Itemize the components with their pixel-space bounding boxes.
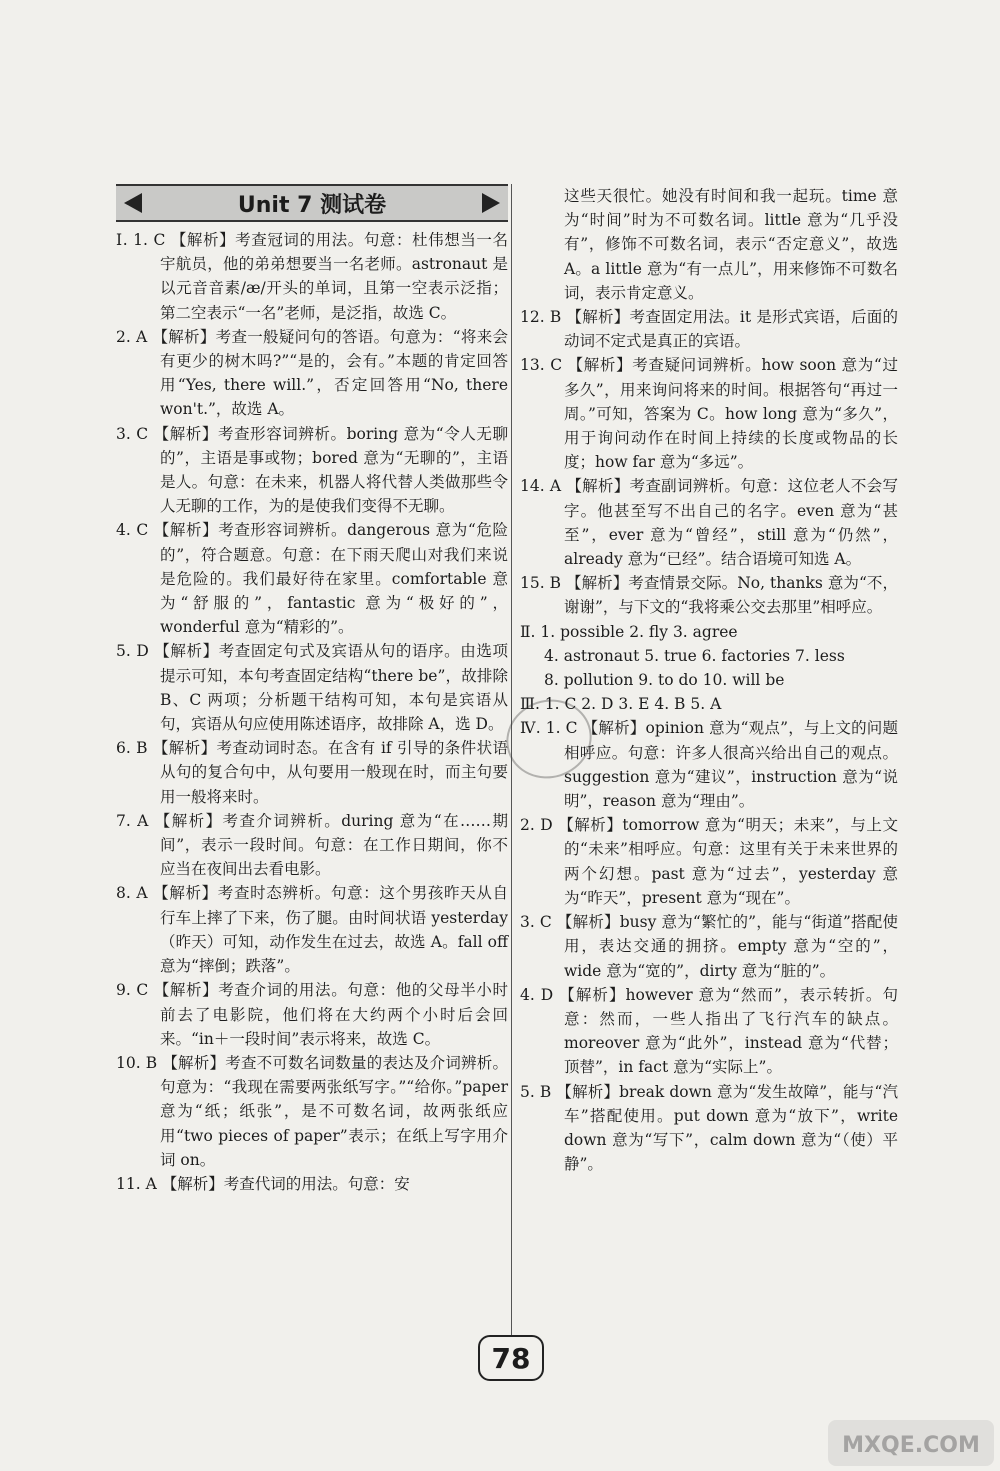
answer-item: 14. A 【解析】考查副词辨析。句意：这位老人不会写字。他甚至写不出自己的名字。even 意为“甚至”，ever 意为“曾经”，still 意为“仍然”，already 意为“已经”。结合语境可知选 A。 — [520, 477, 898, 569]
triangle-right-icon — [482, 193, 500, 213]
section-ii-line: Ⅱ. 1. possible 2. fly 3. agree — [520, 622, 738, 641]
answer-item-continued: 这些天很忙。她没有时间和我一起玩。time 意为“时间”时为不可数名词。little 意为“几乎没有”，修饰不可数名词，表示“否定意义”，故选 A。a little 意为“有一点儿”，用来修饰不可数名词，表示肯定意义。 — [564, 187, 898, 302]
right-column — [520, 184, 898, 1176]
answer-item: 5. D 【解析】考查固定句式及宾语从句的语序。由选项提示可知，本句考查固定结构“there be”，故排除 B、C 两项；分析题干结构可知，本句是宾语从句，宾语从句应使用陈述语序，故排除 A，选 D。 — [116, 642, 508, 734]
section-ii-line: 8. pollution 9. to do 10. will be — [544, 671, 785, 690]
column-divider — [511, 184, 512, 1344]
answer-item: Ⅳ. 1. C 【解析】opinion 意为“观点”，与上文的问题相呼应。句意：许多人很高兴给出自己的观点。suggestion 意为“建议”，instruction 意为“说明”，reason 意为“理由”。 — [520, 719, 898, 811]
banner-title: Unit 7 测试卷 — [237, 192, 387, 218]
answer-item: 11. A 【解析】考查代词的用法。句意：安 — [116, 1174, 410, 1193]
section-iii-line: Ⅲ. 1. C 2. D 3. E 4. B 5. A — [520, 695, 722, 714]
answer-item: 13. C 【解析】考查疑问词辨析。how soon 意为“过多久”，用来询问将来的时间。根据答句“再过一周。”可知，答案为 C。how long 意为“多久”，用于询问动作在时间上持续的长度或物品的长度；how far 意为“多远”。 — [520, 356, 898, 472]
answer-item: 8. A 【解析】考查时态辨析。句意：这个男孩昨天从自行车上摔了下来，伤了腿。由时间状语 yesterday（昨天）可知，动作发生在过去，故选 A。fall off 意为“摔倒；跌落”。 — [116, 884, 508, 976]
answer-item: 2. D 【解析】tomorrow 意为“明天；未来”，与上文的“未来”相呼应。句意：这里有关于未来世界的两个幻想。past 意为“过去”，yesterday 意为“昨天”，present 意为“现在”。 — [520, 816, 898, 907]
answer-item: 3. C 【解析】考查形容词辨析。boring 意为“令人无聊的”，主语是事或物；bored 意为“无聊的”，主语是人。句意：在未来，机器人将代替人类做那些令人无聊的工作，为的是使我们变得不无聊。 — [116, 424, 508, 516]
section-ii-line: 4. astronaut 5. true 6. factories 7. less — [544, 646, 845, 665]
answer-item: Ⅰ. 1. C 【解析】考查冠词的用法。句意：杜伟想当一名宇航员，他的弟弟想要当一名老师。astronaut 是以元音音素/æ/开头的单词，且第一空表示泛指；第二空表示“一名”老师，是泛指，故选 C。 — [116, 231, 508, 322]
answer-item: 9. C 【解析】考查介词的用法。句意：他的父母半小时前去了电影院，他们将在大约两个小时后会回来。“in＋一段时间”表示将来，故选 C。 — [116, 981, 508, 1048]
answer-item: 7. A 【解析】考查介词辨析。during 意为“在……期间”，表示一段时间。句意：在工作日期间，你不应当在夜间出去看电影。 — [116, 811, 508, 879]
triangle-left-icon — [124, 193, 142, 213]
answer-item: 15. B 【解析】考查情景交际。No, thanks 意为“不，谢谢”，与下文的“我将乘公交去那里”相呼应。 — [520, 574, 898, 617]
answer-item: 4. C 【解析】考查形容词辨析。dangerous 意为“危险的”，符合题意。句意：在下雨天爬山对我们来说是危险的。我们最好待在家里。comfortable 意为“舒服的”，fantastic 意为“极好的”，wonderful 意为“精彩的”。 — [116, 521, 508, 637]
answer-item: 12. B 【解析】考查固定用法。it 是形式宾语，后面的动词不定式是真正的宾语。 — [520, 308, 898, 351]
unit-banner — [116, 184, 508, 222]
watermark-text: MXQE.COM — [842, 1433, 980, 1458]
answer-item: 4. D 【解析】however 意为“然而”，表示转折。句意：然而，一些人指出了飞行汽车的缺点。moreover 意为“此外”，instead 意为“代替；顶替”，in fact 意为“实际上”。 — [520, 985, 898, 1077]
answer-item: 10. B 【解析】考查不可数名词数量的表达及介词辨析。句意为：“我现在需要两张纸写字。”“给你。”paper 意为“纸；纸张”，是不可数名词，故两张纸应用“two pieces of paper”表示；在纸上写字用介词 on。 — [116, 1053, 508, 1169]
watermark-logo — [826, 1418, 996, 1468]
left-column — [116, 184, 508, 1196]
answer-item: 3. C 【解析】busy 意为“繁忙的”，能与“街道”搭配使用，表达交通的拥挤。empty 意为“空的”，wide 意为“宽的”，dirty 意为“脏的”。 — [520, 913, 898, 980]
answer-item: 2. A 【解析】考查一般疑问句的答语。句意为：“将来会有更少的树木吗?”“是的，会有。”本题的肯定回答用“Yes, there will.”，否定回答用“No, there won't.”，故选 A。 — [116, 327, 508, 419]
answer-item: 6. B 【解析】考查动词时态。在含有 if 引导的条件状语从句的复合句中，从句要用一般现在时，而主句要用一般将来时。 — [116, 739, 508, 806]
answer-item: 5. B 【解析】break down 意为“发生故障”，能与“汽车”搭配使用。put down 意为“放下”，write down 意为“写下”，calm down 意为“（使）平静”。 — [520, 1082, 898, 1174]
page-number: 78 — [478, 1335, 544, 1381]
